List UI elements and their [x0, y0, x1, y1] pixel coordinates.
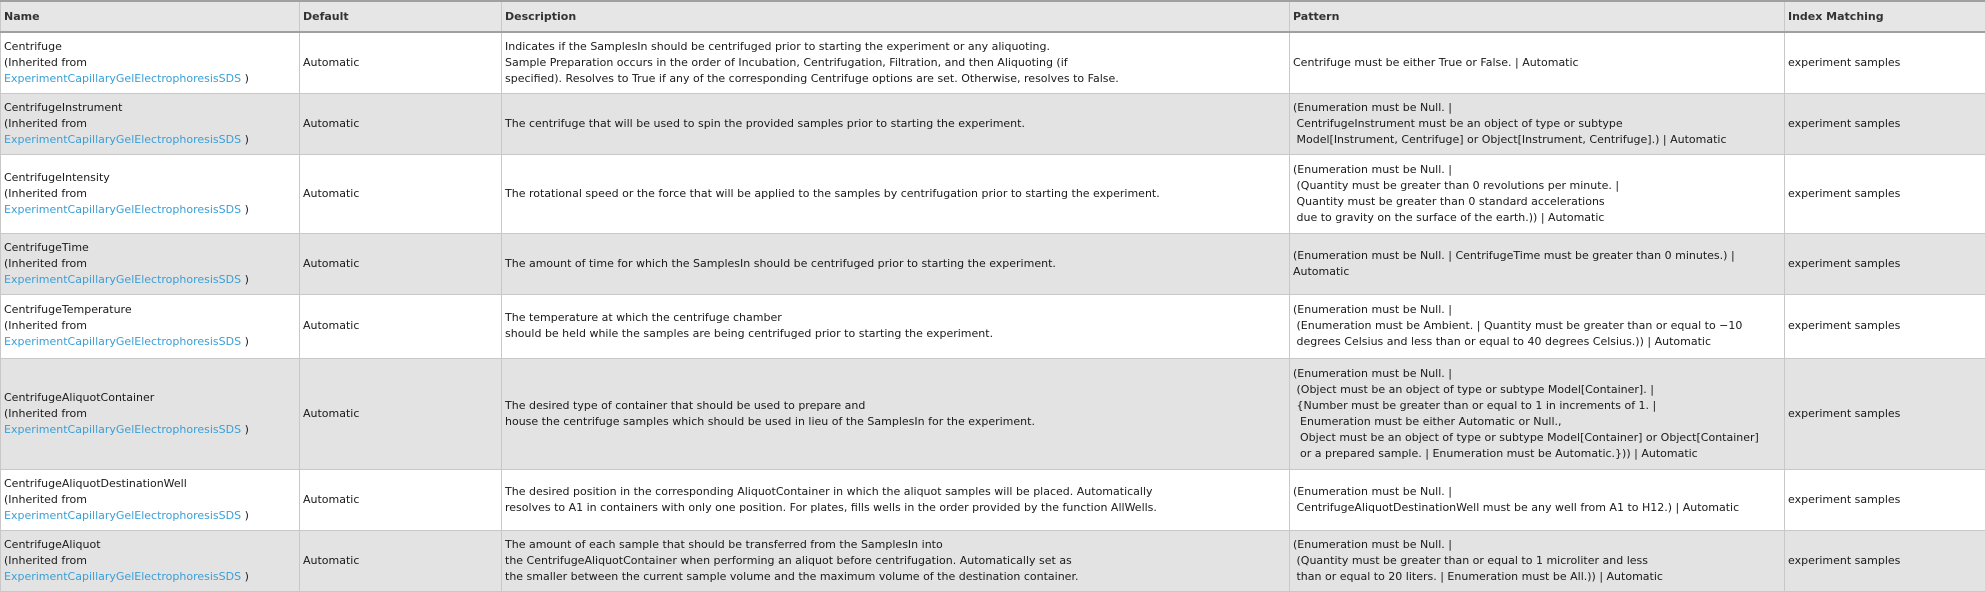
description-cell	[502, 530, 1290, 591]
table-row	[1, 93, 1985, 154]
inherited-label: (Inherited from	[4, 319, 87, 332]
description-line: Sample Preparation occurs in the order of Incubation, Centrifugation, Filtration, and then Aliquoting (if	[505, 55, 1068, 69]
inherited-from-link[interactable]: ExperimentCapillaryGelElectrophoresisSDS	[4, 272, 242, 286]
default-value: Automatic	[300, 469, 502, 530]
inherited-from-link[interactable]: ExperimentCapillaryGelElectrophoresisSDS	[4, 569, 242, 583]
option-name-cell	[1, 294, 300, 358]
option-name: Centrifuge	[4, 39, 62, 53]
description-line: house the centrifuge samples which should be used in lieu of the SamplesIn for the experiment.	[505, 414, 1035, 428]
pattern-line: (Quantity must be greater than 0 revolutions per minute. |	[1293, 178, 1620, 192]
column-header-index-matching: Index Matching	[1785, 1, 1985, 32]
table-row	[1, 530, 1985, 591]
description-line: The rotational speed or the force that will be applied to the samples by centrifugation prior to starting the experiment.	[505, 186, 1160, 200]
column-header-pattern: Pattern	[1290, 1, 1785, 32]
description-cell	[502, 32, 1290, 93]
table-row	[1, 358, 1985, 469]
inherited-source	[4, 422, 296, 438]
inherited-from-link[interactable]: ExperimentCapillaryGelElectrophoresisSDS	[4, 132, 242, 146]
description-line: The centrifuge that will be used to spin the provided samples prior to starting the experiment.	[505, 116, 1025, 130]
inherited-close-paren: )	[241, 132, 249, 146]
inherited-close-paren: )	[241, 71, 249, 85]
description-line: the CentrifugeAliquotContainer when performing an aliquot before centrifugation. Automatically set as	[505, 553, 1072, 567]
pattern-line: Object must be an object of type or subtype Model[Container] or Object[Container]	[1293, 430, 1759, 444]
pattern-line: Quantity must be greater than 0 standard accelerations	[1293, 194, 1605, 208]
inherited-label: (Inherited from	[4, 553, 87, 567]
pattern-cell	[1290, 32, 1785, 93]
index-matching-value: experiment samples	[1785, 530, 1985, 591]
option-name: CentrifugeAliquotContainer	[4, 390, 155, 404]
description-line: Indicates if the SamplesIn should be centrifuged prior to starting the experiment or any aliquoting.	[505, 39, 1050, 53]
description-line: The temperature at which the centrifuge chamber	[505, 311, 782, 324]
description-line: The amount of each sample that should be transferred from the SamplesIn into	[505, 537, 943, 551]
inherited-source	[4, 132, 296, 148]
table-row	[1, 469, 1985, 530]
pattern-line: CentrifugeAliquotDestinationWell must be any well from A1 to H12.) | Automatic	[1293, 500, 1740, 514]
description-line: The amount of time for which the SamplesIn should be centrifuged prior to starting the experiment.	[505, 256, 1056, 270]
pattern-line: (Enumeration must be Null. |	[1293, 100, 1452, 114]
pattern-cell	[1290, 469, 1785, 530]
inherited-close-paren: )	[241, 202, 249, 216]
index-matching-value: experiment samples	[1785, 233, 1985, 294]
default-value: Automatic	[300, 530, 502, 591]
inherited-label: (Inherited from	[4, 406, 87, 420]
description-line: The desired position in the corresponding AliquotContainer in which the aliquot samples will be placed. Automatically	[505, 484, 1153, 498]
option-name-cell	[1, 530, 300, 591]
inherited-source	[4, 272, 296, 288]
option-name: CentrifugeAliquot	[4, 537, 101, 551]
inherited-close-paren: )	[241, 335, 249, 348]
inherited-source	[4, 569, 296, 585]
description-line: should be held while the samples are being centrifuged prior to starting the experiment.	[505, 327, 994, 340]
option-name-cell	[1, 93, 300, 154]
pattern-cell	[1290, 93, 1785, 154]
pattern-line: than or equal to 20 liters. | Enumeration must be All.)) | Automatic	[1293, 569, 1663, 583]
table-row	[1, 32, 1985, 93]
inherited-label: (Inherited from	[4, 55, 87, 69]
index-matching-value: experiment samples	[1785, 358, 1985, 469]
description-cell	[502, 93, 1290, 154]
description-line: the smaller between the current sample volume and the maximum volume of the destination container.	[505, 569, 1079, 583]
pattern-cell	[1290, 358, 1785, 469]
index-matching-value: experiment samples	[1785, 32, 1985, 93]
pattern-cell	[1290, 530, 1785, 591]
inherited-from-link[interactable]: ExperimentCapillaryGelElectrophoresisSDS	[4, 71, 242, 85]
option-name: CentrifugeInstrument	[4, 100, 123, 114]
option-name-cell	[1, 233, 300, 294]
default-value: Automatic	[300, 154, 502, 233]
pattern-line: (Enumeration must be Null. |	[1293, 303, 1452, 316]
option-name-cell	[1, 32, 300, 93]
column-header-description: Description	[502, 1, 1290, 32]
table-row	[1, 154, 1985, 233]
index-matching-value: experiment samples	[1785, 294, 1985, 358]
description-line: resolves to A1 in containers with only one position. For plates, fills wells in the order provided by the function AllWells.	[505, 500, 1157, 514]
pattern-line: {Number must be greater than or equal to 1 in increments of 1. |	[1293, 398, 1657, 412]
inherited-source	[4, 508, 296, 524]
pattern-line: (Enumeration must be Null. |	[1293, 366, 1452, 380]
option-name: CentrifugeTime	[4, 240, 89, 254]
option-name: CentrifugeIntensity	[4, 170, 110, 184]
pattern-line: Enumeration must be either Automatic or Null.,	[1293, 414, 1562, 428]
column-header-default: Default	[300, 1, 502, 32]
pattern-line: (Enumeration must be Null. |	[1293, 162, 1452, 176]
inherited-source	[4, 334, 296, 350]
pattern-line: Centrifuge must be either True or False. | Automatic	[1293, 55, 1579, 69]
description-cell	[502, 469, 1290, 530]
description-line: specified). Resolves to True if any of the corresponding Centrifuge options are set. Otherwise, resolves to False.	[505, 71, 1119, 85]
default-value: Automatic	[300, 233, 502, 294]
inherited-from-link[interactable]: ExperimentCapillaryGelElectrophoresisSDS	[4, 202, 242, 216]
description-cell	[502, 233, 1290, 294]
default-value: Automatic	[300, 93, 502, 154]
pattern-line: (Quantity must be greater than or equal to 1 microliter and less	[1293, 553, 1648, 567]
inherited-close-paren: )	[241, 272, 249, 286]
index-matching-value: experiment samples	[1785, 93, 1985, 154]
inherited-from-link[interactable]: ExperimentCapillaryGelElectrophoresisSDS	[4, 335, 242, 348]
inherited-close-paren: )	[241, 508, 249, 522]
pattern-line: Model[Instrument, Centrifuge] or Object[Instrument, Centrifuge].) | Automatic	[1293, 132, 1727, 146]
table-header-row	[1, 1, 1985, 32]
table-row	[1, 294, 1985, 358]
pattern-cell	[1290, 233, 1785, 294]
column-header-name: Name	[1, 1, 300, 32]
inherited-label: (Inherited from	[4, 186, 87, 200]
inherited-close-paren: )	[241, 569, 249, 583]
inherited-label: (Inherited from	[4, 492, 87, 506]
option-name-cell	[1, 358, 300, 469]
inherited-label: (Inherited from	[4, 256, 87, 270]
description-cell	[502, 294, 1290, 358]
description-cell	[502, 358, 1290, 469]
pattern-line: (Enumeration must be Null. | CentrifugeTime must be greater than 0 minutes.) |	[1293, 248, 1735, 262]
option-name: CentrifugeAliquotDestinationWell	[4, 476, 187, 490]
option-name-cell	[1, 469, 300, 530]
option-name-cell	[1, 154, 300, 233]
inherited-from-link[interactable]: ExperimentCapillaryGelElectrophoresisSDS	[4, 508, 242, 522]
default-value: Automatic	[300, 358, 502, 469]
index-matching-value: experiment samples	[1785, 469, 1985, 530]
inherited-source	[4, 71, 296, 87]
table-row	[1, 233, 1985, 294]
pattern-line: (Object must be an object of type or subtype Model[Container]. |	[1293, 382, 1654, 396]
pattern-line: CentrifugeInstrument must be an object of type or subtype	[1293, 116, 1623, 130]
option-name: CentrifugeTemperature	[4, 303, 132, 316]
inherited-label: (Inherited from	[4, 116, 87, 130]
pattern-cell	[1290, 154, 1785, 233]
description-cell	[502, 154, 1290, 233]
default-value: Automatic	[300, 294, 502, 358]
pattern-line: (Enumeration must be Null. |	[1293, 537, 1452, 551]
pattern-line: degrees Celsius and less than or equal to 40 degrees Celsius.)) | Automatic	[1293, 335, 1711, 348]
inherited-source	[4, 202, 296, 218]
pattern-line: or a prepared sample. | Enumeration must be Automatic.})) | Automatic	[1293, 446, 1698, 460]
pattern-line: (Enumeration must be Ambient. | Quantity must be greater than or equal to −10	[1293, 319, 1743, 332]
index-matching-value: experiment samples	[1785, 154, 1985, 233]
inherited-close-paren: )	[241, 422, 249, 436]
pattern-line: Automatic	[1293, 264, 1350, 278]
default-value: Automatic	[300, 32, 502, 93]
pattern-line: (Enumeration must be Null. |	[1293, 484, 1452, 498]
pattern-line: due to gravity on the surface of the earth.)) | Automatic	[1293, 210, 1605, 224]
pattern-cell	[1290, 294, 1785, 358]
inherited-from-link[interactable]: ExperimentCapillaryGelElectrophoresisSDS	[4, 422, 242, 436]
description-line: The desired type of container that should be used to prepare and	[505, 398, 866, 412]
